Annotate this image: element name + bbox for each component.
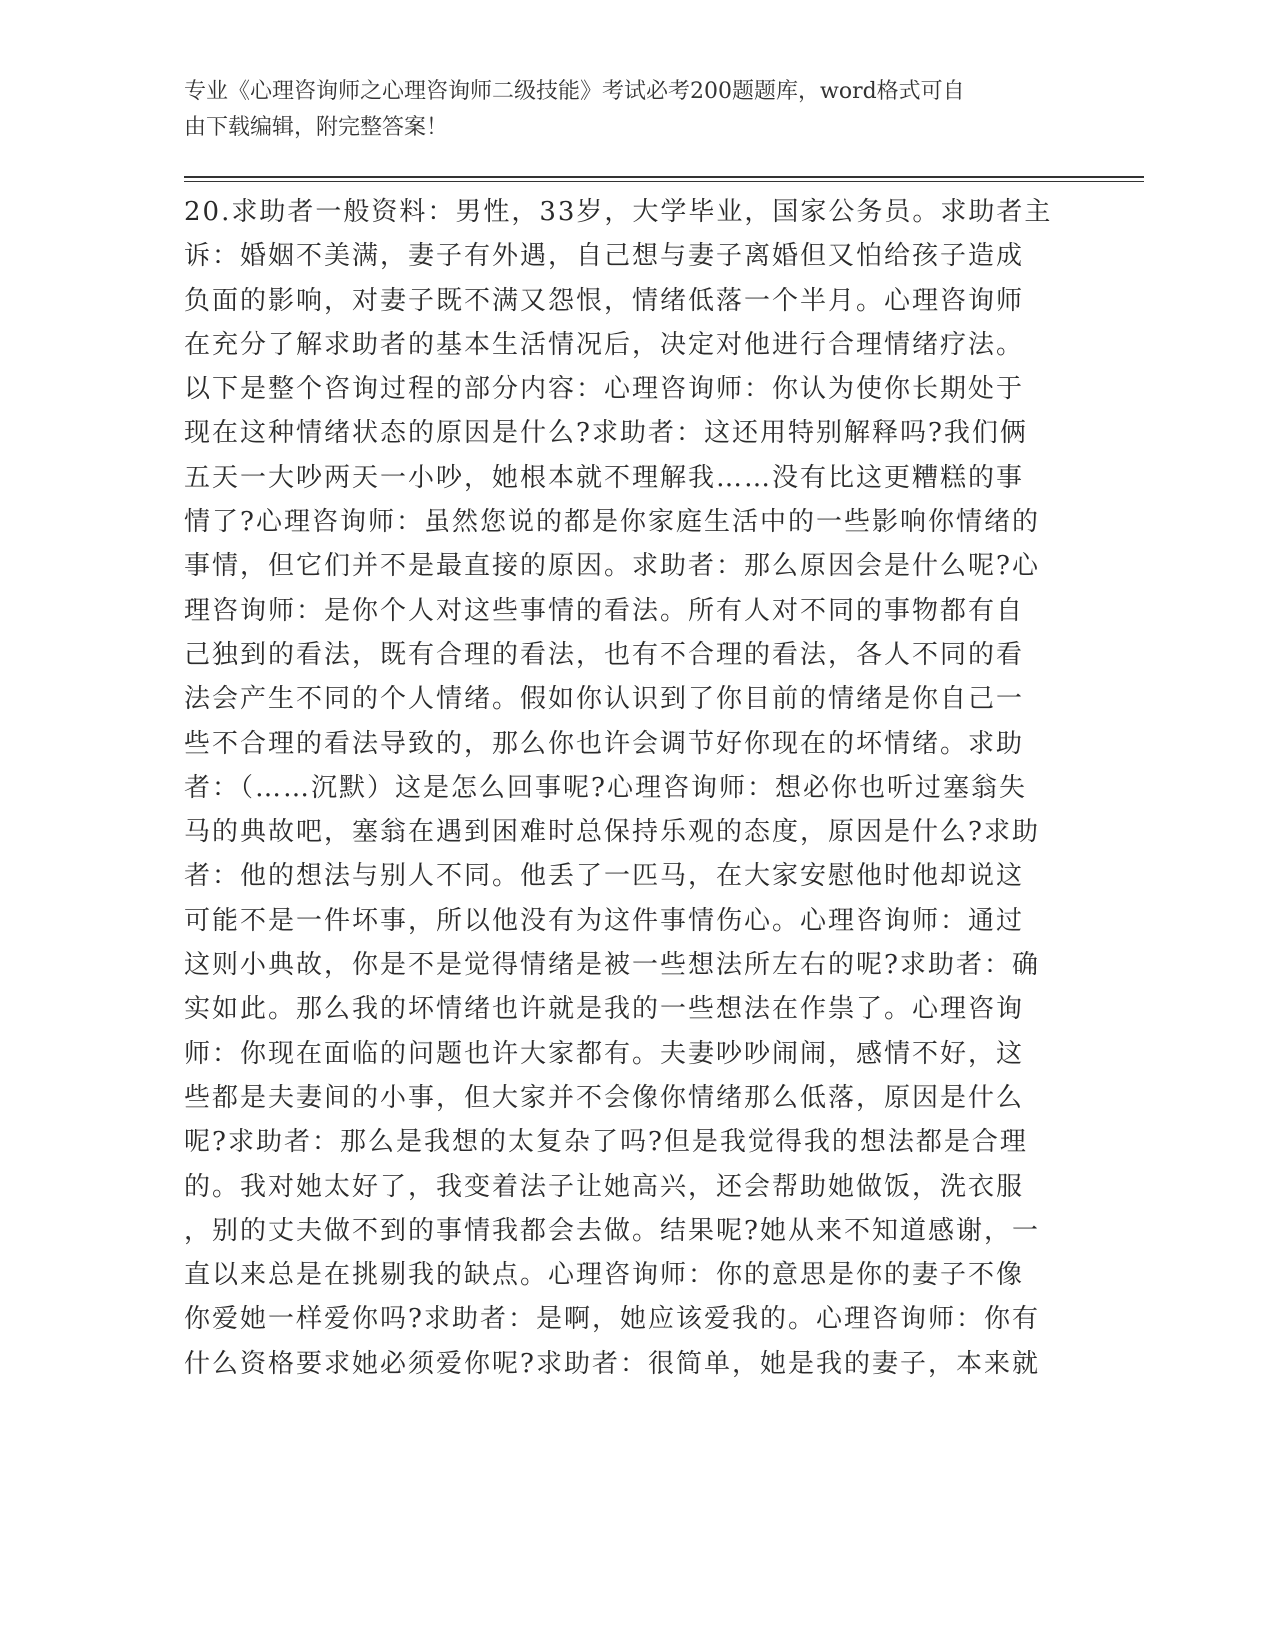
header-line-1: 专业《心理咨询师之心理咨询师二级技能》考试必考200题题库，word格式可自 xyxy=(184,79,965,104)
question-line: 己独到的看法，既有合理的看法，也有不合理的看法，各人不同的看 xyxy=(184,639,1025,670)
question-line: 以下是整个咨询过程的部分内容：心理咨询师：你认为使你长期处于 xyxy=(184,374,1025,405)
question-line: 情了?心理咨询师：虽然您说的都是你家庭生活中的一些影响你情绪的 xyxy=(184,507,1040,538)
question-line: 这则小典故，你是不是觉得情绪是被一些想法所左右的呢?求助者：确 xyxy=(184,950,1040,981)
question-line: 诉：婚姻不美满，妻子有外遇，自己想与妻子离婚但又怕给孩子造成 xyxy=(184,241,1025,272)
question-line: 些都是夫妻间的小事，但大家并不会像你情绪那么低落，原因是什么 xyxy=(184,1082,1025,1113)
question-line: 理咨询师：是你个人对这些事情的看法。所有人对不同的事物都有自 xyxy=(184,595,1025,626)
question-line: 五天一大吵两天一小吵，她根本就不理解我……没有比这更糟糕的事 xyxy=(184,462,1025,493)
question-text xyxy=(184,190,1064,1386)
question-line: 负面的影响，对妻子既不满又怨恨，情绪低落一个半月。心理咨询师 xyxy=(184,285,1025,316)
question-line: 事情，但它们并不是最直接的原因。求助者：那么原因会是什么呢?心 xyxy=(184,551,1040,582)
question-line: 些不合理的看法导致的，那么你也许会调节好你现在的坏情绪。求助 xyxy=(184,728,1025,759)
header-line-2: 由下载编辑，附完整答案！ xyxy=(184,115,449,140)
header-divider-thin xyxy=(184,181,1144,182)
question-line: 可能不是一件坏事，所以他没有为这件事情伤心。心理咨询师：通过 xyxy=(184,905,1025,936)
question-line: 的。我对她太好了，我变着法子让她高兴，还会帮助她做饭，洗衣服 xyxy=(184,1171,1025,1202)
question-line: 现在这种情绪状态的原因是什么?求助者：这还用特别解释吗?我们俩 xyxy=(184,418,1028,449)
question-line: ，别的丈夫做不到的事情我都会去做。结果呢?她从来不知道感谢，一 xyxy=(184,1215,1040,1246)
question-line: 什么资格要求她必须爱你呢?求助者：很简单，她是我的妻子，本来就 xyxy=(184,1348,1040,1379)
question-line: 者：（……沉默）这是怎么回事呢?心理咨询师：想必你也听过塞翁失 xyxy=(184,772,1027,803)
question-line: 呢?求助者：那么是我想的太复杂了吗?但是我觉得我的想法都是合理 xyxy=(184,1127,1028,1158)
question-line: 马的典故吧，塞翁在遇到困难时总保持乐观的态度，原因是什么?求助 xyxy=(184,817,1040,848)
header-divider-thick xyxy=(184,176,1144,178)
question-line: 20.求助者一般资料：男性，33岁，大学毕业，国家公务员。求助者主 xyxy=(184,197,1053,227)
question-line: 实如此。那么我的坏情绪也许就是我的一些想法在作祟了。心理咨询 xyxy=(184,994,1025,1025)
question-line: 直以来总是在挑剔我的缺点。心理咨询师：你的意思是你的妻子不像 xyxy=(184,1260,1025,1291)
page-header xyxy=(184,74,1064,146)
question-line: 你爱她一样爱你吗?求助者：是啊，她应该爱我的。心理咨询师：你有 xyxy=(184,1304,1040,1335)
question-line: 法会产生不同的个人情绪。假如你认识到了你目前的情绪是你自己一 xyxy=(184,684,1025,715)
question-line: 师：你现在面临的问题也许大家都有。夫妻吵吵闹闹，感情不好，这 xyxy=(184,1038,1025,1069)
question-line: 在充分了解求助者的基本生活情况后，决定对他进行合理情绪疗法。 xyxy=(184,329,1025,360)
question-line: 者：他的想法与别人不同。他丢了一匹马，在大家安慰他时他却说这 xyxy=(184,861,1025,892)
